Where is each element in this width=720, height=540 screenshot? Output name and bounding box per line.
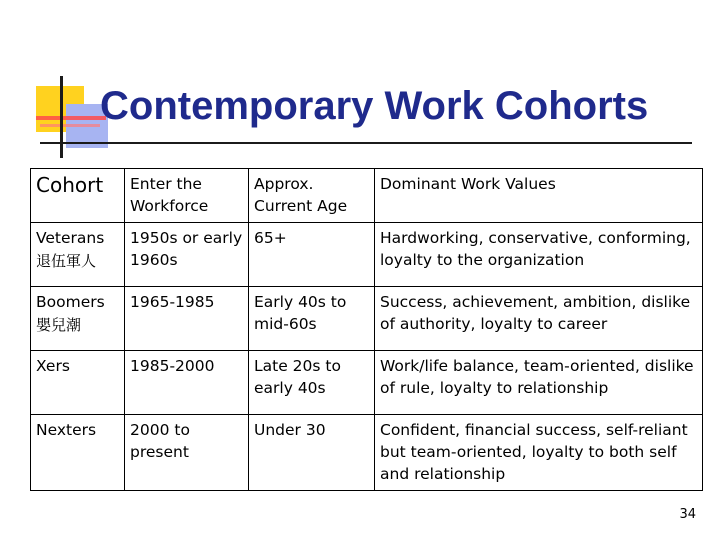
- title-underline: [40, 142, 692, 144]
- enter-cell: 1950s or early 1960s: [125, 223, 249, 287]
- table-header-row: [31, 169, 703, 223]
- page-number: 34: [679, 507, 696, 522]
- header-work-values: Dominant Work Values: [375, 169, 703, 223]
- decoration-red-bar-2: [40, 124, 100, 127]
- table-row: [31, 287, 703, 351]
- header-enter-workforce: Enter the Workforce: [125, 169, 249, 223]
- enter-cell: 2000 to present: [125, 415, 249, 491]
- cohort-cell: Nexters: [31, 415, 125, 491]
- age-cell: Early 40s to mid-60s: [249, 287, 375, 351]
- table-row: [31, 351, 703, 415]
- table-row: [31, 223, 703, 287]
- header-cohort: Cohort: [31, 169, 125, 223]
- cohort-name: Veterans: [36, 229, 105, 247]
- cohort-cell: [31, 223, 125, 287]
- cohort-name-zh: 嬰兒潮: [36, 316, 82, 334]
- enter-cell: 1965-1985: [125, 287, 249, 351]
- values-cell: Work/life balance, team-oriented, dislike of rule, loyalty to relationship: [375, 351, 703, 415]
- page-title: Contemporary Work Cohorts: [100, 84, 649, 128]
- cohort-cell: [31, 287, 125, 351]
- cohort-name: Boomers: [36, 293, 105, 311]
- values-cell: Hardworking, conservative, conforming, loyalty to the organization: [375, 223, 703, 287]
- enter-cell: 1985-2000: [125, 351, 249, 415]
- age-cell: Under 30: [249, 415, 375, 491]
- cohort-name-zh: 退伍軍人: [36, 252, 97, 270]
- values-cell: Confident, financial success, self-reliant but team-oriented, loyalty to both self and relationship: [375, 415, 703, 491]
- cohorts-table: [30, 168, 703, 491]
- age-cell: 65+: [249, 223, 375, 287]
- table-row: [31, 415, 703, 491]
- decoration-vertical-line: [60, 76, 63, 158]
- header-current-age: Approx. Current Age: [249, 169, 375, 223]
- values-cell: Success, achievement, ambition, dislike of authority, loyalty to career: [375, 287, 703, 351]
- age-cell: Late 20s to early 40s: [249, 351, 375, 415]
- decoration-red-bar: [36, 116, 106, 120]
- cohort-cell: Xers: [31, 351, 125, 415]
